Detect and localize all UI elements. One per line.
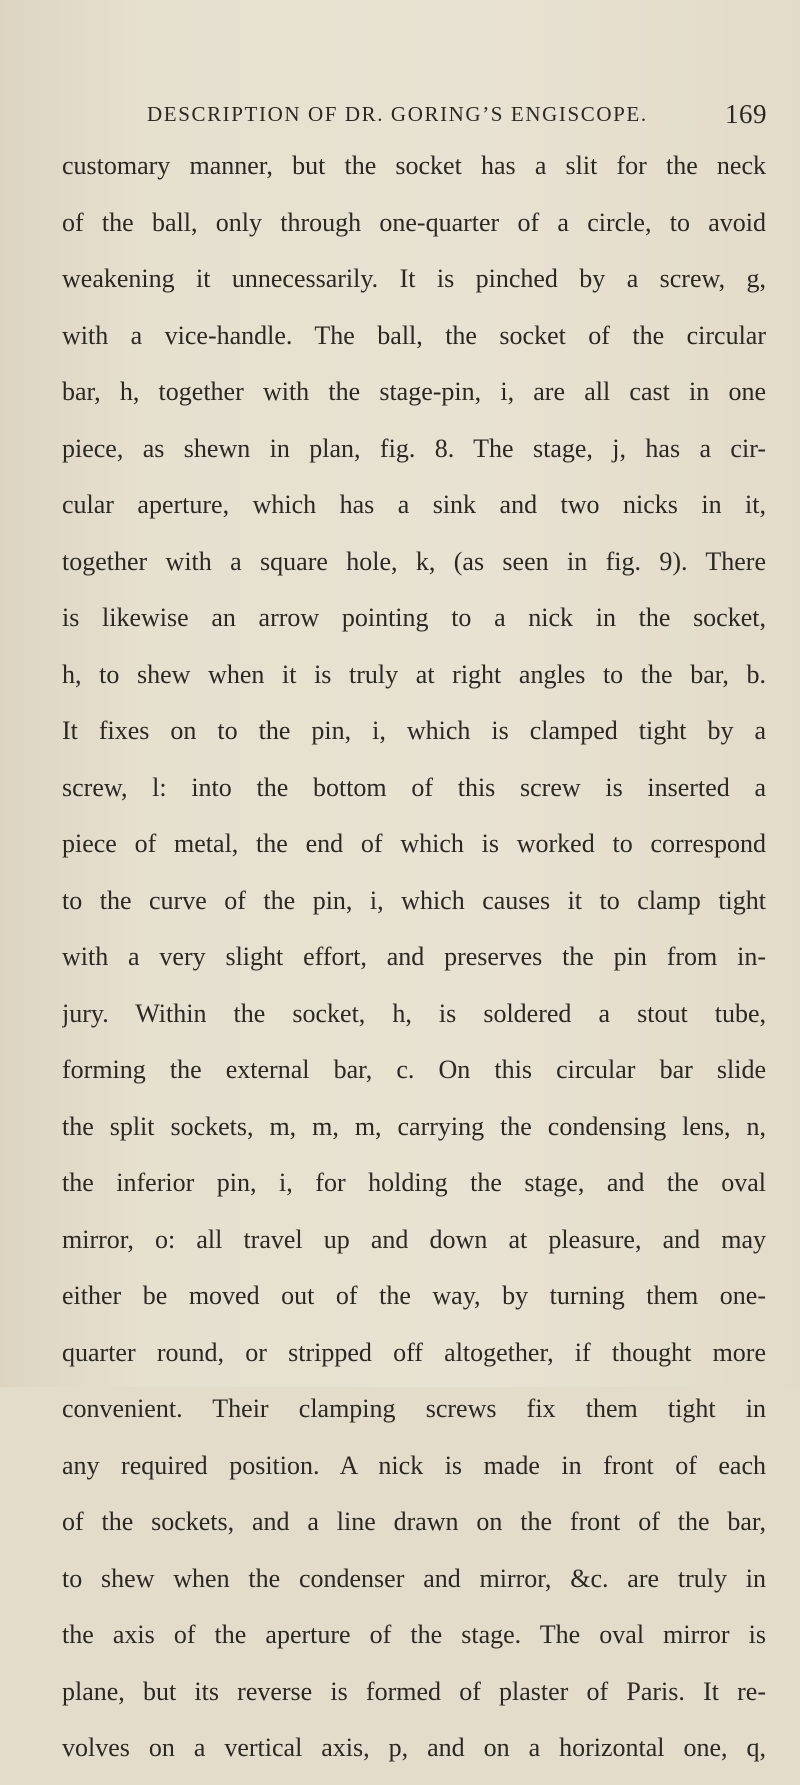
text-line: the inferior pin, i, for holding the stage, and the oval [62,1168,766,1197]
body-text [62,146,766,1785]
text-line: forming the external bar, c. On this circular bar slide [62,1055,766,1084]
text-line: of the sockets, and a line drawn on the front of the bar, [62,1507,766,1536]
text-line: bar, h, together with the stage-pin, i, are all cast in one [62,377,766,406]
page-number: 169 [725,99,767,129]
text-line: together with a square hole, k, (as seen in fig. 9). There [62,546,766,576]
text-line: to shew when the condenser and mirror, &c. are truly in [62,1563,766,1593]
text-line: the axis of the aperture of the stage. The oval mirror is [62,1620,766,1649]
text-line: screw, l: into the bottom of this screw is inserted a [62,772,766,802]
text-line: the split sockets, m, m, m, carrying the condensing lens, n, [62,1111,766,1141]
running-title: DESCRIPTION OF DR. GORING’S ENGISCOPE. [147,102,648,126]
text-line: customary manner, but the socket has a slit for the neck [62,151,766,180]
text-line: mirror, o: all travel up and down at pleasure, and may [62,1224,766,1254]
text-line: any required position. A nick is made in front of each [62,1450,766,1480]
text-line: is likewise an arrow pointing to a nick in the socket, [62,603,766,632]
text-line: with a vice-handle. The ball, the socket of the circular [62,320,766,350]
text-line: with a very slight effort, and preserves the pin from in- [62,942,766,971]
text-line: plane, but its reverse is formed of plaster of Paris. It re- [62,1676,766,1706]
text-line: piece of metal, the end of which is worked to correspond [62,829,766,858]
text-line: volves on a vertical axis, p, and on a horizontal one, q, [62,1733,766,1762]
running-head [147,99,767,138]
text-line: convenient. Their clamping screws fix them tight in [62,1394,766,1423]
text-line: cular aperture, which has a sink and two nicks in it, [62,490,766,519]
text-line: to the curve of the pin, i, which causes it to clamp tight [62,885,766,915]
text-line: of the ball, only through one-quarter of a circle, to avoid [62,207,766,237]
text-line: h, to shew when it is truly at right angles to the bar, b. [62,659,766,689]
text-line: jury. Within the socket, h, is soldered a stout tube, [62,998,766,1028]
text-line: weakening it unnecessarily. It is pinched by a screw, g, [62,264,766,293]
text-line: piece, as shewn in plan, fig. 8. The stage, j, has a cir- [62,433,766,463]
text-line: quarter round, or stripped off altogether, if thought more [62,1337,766,1367]
text-line: It fixes on to the pin, i, which is clamped tight by a [62,716,766,745]
text-line: either be moved out of the way, by turning them one- [62,1281,766,1310]
